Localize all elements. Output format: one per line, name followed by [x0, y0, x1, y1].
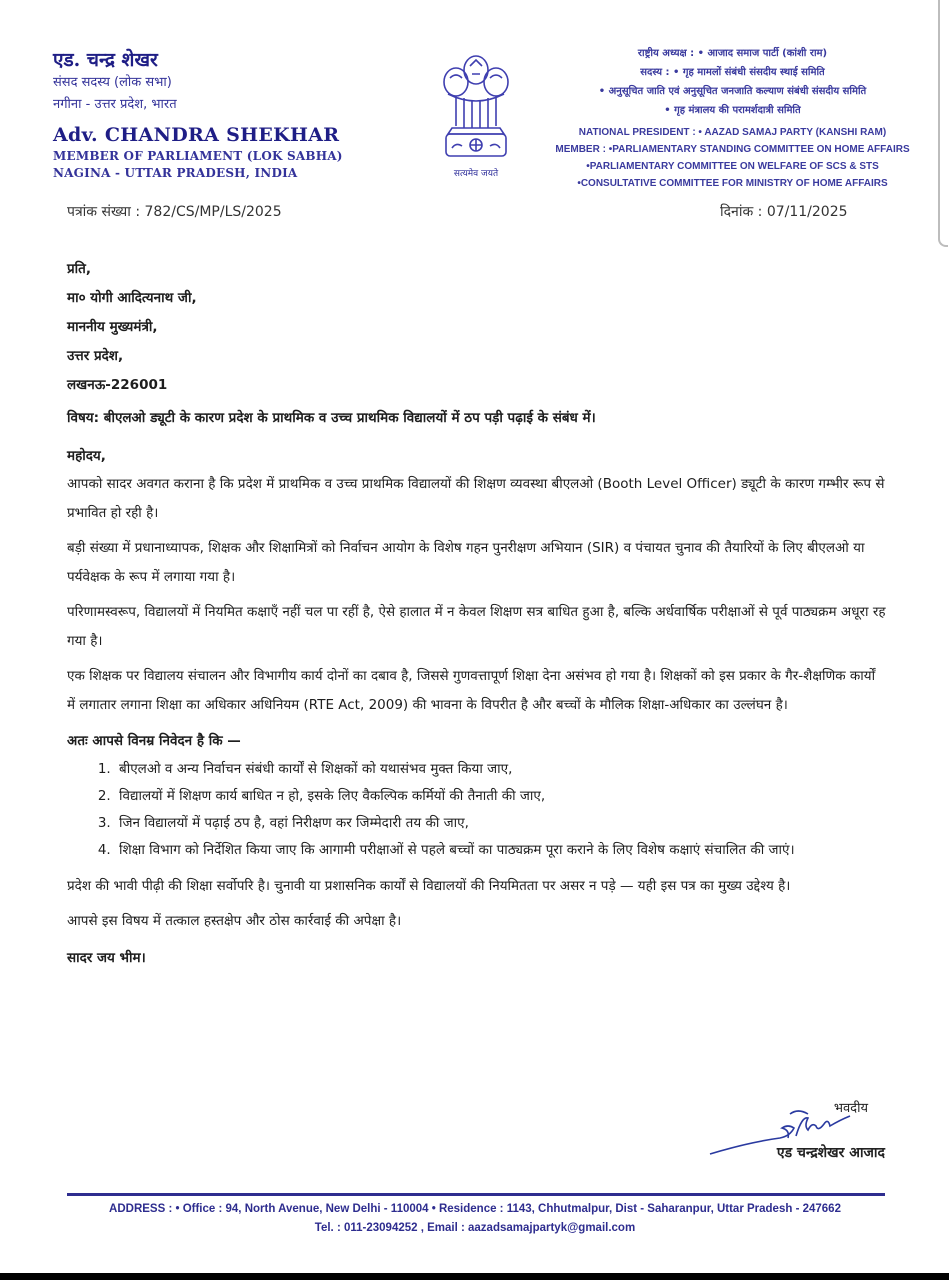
role-english-line: •CONSULTATIVE COMMITTEE FOR MINISTRY OF HOME AFFAIRS	[577, 178, 888, 189]
role-english-line: •PARLIAMENTARY COMMITTEE ON WELFARE OF SCS & STS	[586, 161, 879, 172]
recipient-line: लखनऊ-226001	[67, 377, 168, 393]
name-english: Adv. CHANDRA SHEKHAR	[53, 124, 340, 146]
body-paragraph: एक शिक्षक पर विद्यालय संचालन और विभागीय कार्य दोनों का दबाव है, जिससे गुणवत्तापूर्ण शिक्षा देना असंभव हो गया है। शिक्षकों को इस प्रकार के गैर-शैक्षणिक कार्यों में लगातार लगाना शिक्षा का अधिकार अधिनियम (RTE Act, 2009) की भावना के विपरीत है और बच्चों के मौलिक शिक्षा-अधिकार का उल्लंघन है।	[67, 668, 876, 713]
subject-line: विषय: बीएलओ ड्यूटी के कारण प्रदेश के प्राथमिक व उच्च प्राथमिक विद्यालयों में ठप पड़ी पढ़ाई के संबंध में।	[67, 410, 596, 426]
role-english-line: MEMBER : •PARLIAMENTARY STANDING COMMITTEE ON HOME AFFAIRS	[555, 144, 910, 155]
salutation: महोदय,	[67, 448, 106, 464]
recipient-line: मा० योगी आदित्यनाथ जी,	[67, 290, 197, 306]
footer	[60, 1200, 890, 1238]
request-item: 3. जिन विद्यालयों में पढ़ाई ठप है, वहां निरीक्षण कर जिम्मेदारी तय की जाए,	[115, 810, 887, 837]
recipient-line: प्रति,	[67, 261, 92, 277]
valediction: भवदीय	[833, 1101, 868, 1116]
closing-paragraph: आपसे इस विषय में तत्काल हस्तक्षेप और ठोस कार्रवाई की अपेक्षा है।	[67, 913, 402, 929]
role-english-line: NATIONAL PRESIDENT : • AAZAD SAMAJ PARTY (KANSHI RAM)	[578, 127, 887, 138]
place-hindi: नगीना - उत्तर प्रदेश, भारत	[53, 97, 177, 112]
closing-paragraph: प्रदेश की भावी पीढ़ी की शिक्षा सर्वोपरि है। चुनावी या प्रशासनिक कार्यों से विद्यालयों की नियमितता पर असर न पड़े — यही इस पत्र का मुख्य उद्देश्य है।	[67, 878, 791, 894]
place-english: NAGINA - UTTAR PRADESH, INDIA	[53, 166, 298, 180]
recipient-line: उत्तर प्रदेश,	[67, 348, 124, 364]
title-english: MEMBER OF PARLIAMENT (LOK SABHA)	[53, 149, 343, 163]
body-paragraph: बड़ी संख्या में प्रधानाध्यापक, शिक्षक और शिक्षामित्रों को निर्वाचन आयोग के विशेष गहन पुनरीक्षण अभियान (SIR) व पंचायत चुनाव की तैयारियों के लिए बीएलओ या पर्यवेक्षक के रूप में लगाया गया है।	[67, 540, 865, 585]
screen-bottom-bar	[0, 1273, 949, 1280]
letter-date: दिनांक : 07/11/2025	[720, 204, 848, 220]
ashoka-emblem-icon	[426, 48, 526, 166]
role-hindi-line: राष्ट्रीय अध्यक्ष : • आजाद समाज पार्टी (कांशी राम)	[637, 48, 828, 59]
recipient-block	[67, 255, 887, 400]
body-paragraph: परिणामस्वरूप, विद्यालयों में नियमित कक्षाएँ नहीं चल पा रहीं है, ऐसे हालात में न केवल शिक्षण सत्र बाधित हुआ है, बल्कि अर्धवार्षिक परीक्षाओं से पूर्व पाठ्यक्रम अधूरा रह गया है।	[67, 604, 886, 649]
role-hindi-line: • अनुसूचित जाति एवं अनुसूचित जनजाति कल्याण संबंधी संसदीय समिति	[598, 86, 867, 97]
ashoka-emblem	[426, 48, 526, 180]
recipient-line: माननीय मुख्यमंत्री,	[67, 319, 158, 335]
role-hindi-line: सदस्य : • गृह मामलों संबंधी संसदीय स्थाई समिति	[640, 67, 825, 78]
letter-body	[67, 255, 887, 966]
role-hindi-line: • गृह मंत्रालय की परामर्शदात्री समिति	[664, 105, 801, 116]
closing-greeting: सादर जय भीम।	[67, 950, 146, 966]
footer-divider	[67, 1193, 885, 1196]
letterhead-right	[555, 44, 910, 192]
scrollbar-edge	[938, 0, 948, 247]
letterhead-left	[53, 48, 343, 182]
emblem-motto: सत्यमेव जयते	[453, 169, 499, 179]
title-hindi: संसद सदस्य (लोक सभा)	[53, 75, 172, 90]
request-item: 1. बीएलओ व अन्य निर्वाचन संबंधी कार्यों से शिक्षकों को यथासंभव मुक्त किया जाए,	[115, 756, 887, 783]
name-hindi: एड. चन्द्र शेखर	[53, 49, 158, 71]
request-list	[67, 756, 887, 864]
footer-address: ADDRESS : • Office : 94, North Avenue, New Delhi - 110004 • Residence : 1143, Chhutmalpur, Dist - Saharanpur, Uttar Pradesh - 247662	[109, 1203, 841, 1215]
body-paragraph: आपको सादर अवगत कराना है कि प्रदेश में प्राथमिक व उच्च प्राथमिक विद्यालयों की शिक्षण व्यवस्था बीएलओ (Booth Level Officer) ड्यूटी के कारण गम्भीर रूप से प्रभावित हो रही है।	[67, 476, 885, 521]
request-item: 4. शिक्षा विभाग को निर्देशित किया जाए कि आगामी परीक्षाओं से पहले बच्चों का पाठ्यक्रम पूरा कराने के लिए विशेष कक्षाएं संचालित की जाएं।	[115, 837, 887, 864]
footer-contact: Tel. : 011-23094252 , Email : aazadsamajpartyk@gmail.com	[314, 1222, 636, 1234]
reference-number: पत्रांक संख्या : 782/CS/MP/LS/2025	[67, 204, 282, 220]
signature-block	[700, 1098, 890, 1168]
request-heading: अतः आपसे विनम्र निवेदन है कि —	[67, 733, 241, 749]
request-item: 2. विद्यालयों में शिक्षण कार्य बाधित न हो, इसके लिए वैकल्पिक कर्मियों की तैनाती की जाए,	[115, 783, 887, 810]
signatory-name: एड चन्द्रशेखर आजाद	[776, 1145, 885, 1161]
